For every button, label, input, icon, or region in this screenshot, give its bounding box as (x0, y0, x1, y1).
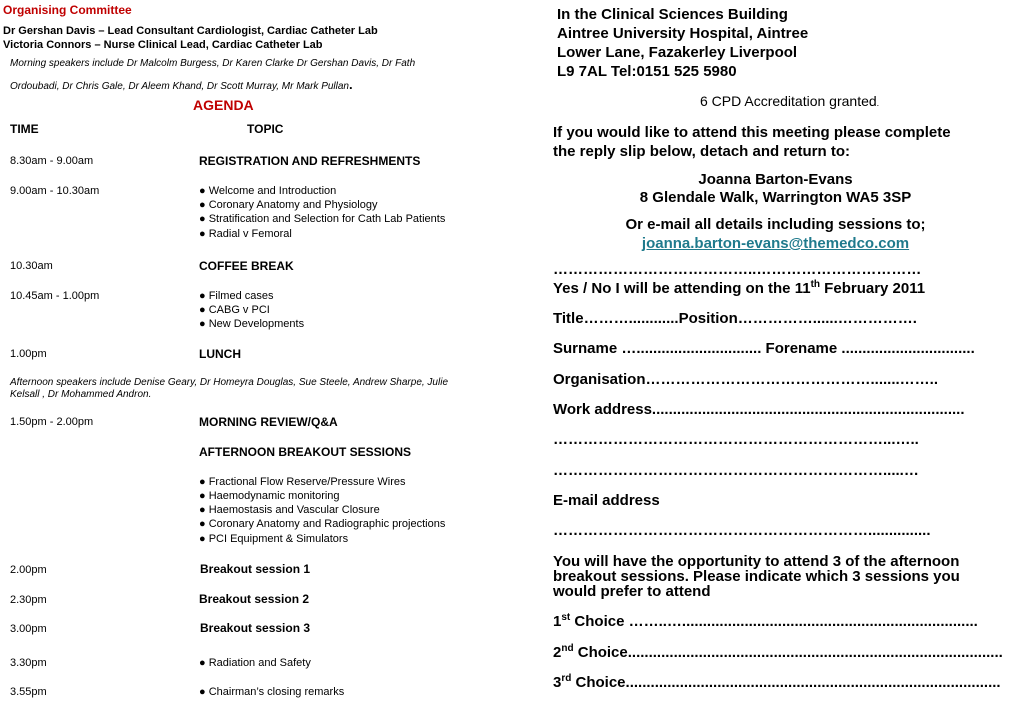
address-line: In the Clinical Sciences Building (557, 6, 788, 23)
agenda-time: 3.30pm (10, 657, 47, 669)
contact-address: 8 Glendale Walk, Warrington WA5 3SP (639, 189, 912, 206)
email-link[interactable]: joanna.barton-evans@themedco.com (641, 235, 910, 252)
email-field[interactable]: ………………………………………………………............... (553, 522, 931, 539)
agenda-time: 10.30am (10, 260, 53, 272)
committee-title: Organising Committee (3, 3, 132, 17)
agenda-topic: Breakout session 3 (200, 621, 311, 635)
agenda-time: 10.45am - 1.00pm (10, 290, 100, 302)
tear-line: …………………………………..…………………………… (553, 261, 922, 278)
agenda-topic: MORNING REVIEW/Q&A (199, 415, 338, 429)
agenda-item: ● Stratification and Selection for Cath Lab Patients (199, 213, 446, 225)
second-choice-field[interactable]: 2nd Choice.......................................................................................... (553, 643, 1003, 661)
morning-speakers: Morning speakers include Dr Malcolm Burgess, Dr Karen Clarke Dr Gershan Davis, Dr Fath (10, 58, 416, 69)
agenda-time: 2.30pm (10, 594, 47, 606)
intro-text: If you would like to attend this meeting please complete (553, 124, 951, 141)
work-address-field[interactable]: Work address........................................................................... (553, 401, 965, 418)
contact-name: Joanna Barton-Evans (698, 171, 853, 188)
title-position-field[interactable]: Title………............Position……………......……………. (553, 310, 917, 327)
afternoon-speakers: Kelsall , Dr Mohammed Andron. (10, 389, 152, 400)
agenda-topic: LUNCH (199, 347, 241, 361)
agenda-topic: Breakout session 2 (199, 592, 310, 606)
agenda-time: 3.00pm (10, 623, 47, 635)
contact-email (553, 235, 998, 252)
address-line: Lower Lane, Fazakerley Liverpool (557, 44, 798, 61)
agenda-item: ● Chairman’s closing remarks (199, 686, 345, 698)
organisation-field[interactable]: Organisation……………………………………….......…….. (553, 371, 939, 388)
email-intro: Or e-mail all details including sessions to; (625, 216, 926, 233)
agenda-item: ● Radial v Femoral (199, 228, 292, 240)
breakout-item: ● PCI Equipment & Simulators (199, 533, 349, 545)
agenda-topic: Breakout session 1 (200, 562, 311, 576)
address-line: Aintree University Hospital, Aintree (557, 25, 809, 42)
agenda-time: 1.50pm - 2.00pm (10, 416, 94, 428)
agenda-item: ● Coronary Anatomy and Physiology (199, 199, 378, 211)
agenda-time: 3.55pm (10, 686, 47, 698)
agenda-item: ● Radiation and Safety (199, 657, 311, 669)
col-topic-header: TOPIC (247, 122, 284, 136)
agenda-item: ● New Developments (199, 318, 305, 330)
work-address-field[interactable]: ………………………………………………………….....… (553, 462, 919, 479)
agenda-item: ● Welcome and Introduction (199, 185, 337, 197)
morning-speakers: Ordoubadi, Dr Chris Gale, Dr Aleem Khand, Dr Scott Murray, Mr Mark Pullan. (10, 77, 353, 92)
breakout-item: ● Haemostasis and Vascular Closure (199, 504, 380, 516)
sessions-note: breakout sessions. Please indicate which 3 sessions you (553, 568, 960, 585)
agenda-time: 9.00am - 10.30am (10, 185, 100, 197)
breakout-title: AFTERNOON BREAKOUT SESSIONS (199, 445, 412, 459)
committee-line: Dr Gershan Davis – Lead Consultant Cardiologist, Cardiac Catheter Lab (3, 25, 378, 37)
agenda-time: 1.00pm (10, 348, 47, 360)
attendance-line: Yes / No I will be attending on the 11th February 2011 (553, 279, 926, 297)
third-choice-field[interactable]: 3rd Choice.......................................................................................... (553, 673, 1001, 691)
agenda-topic: COFFEE BREAK (199, 259, 294, 273)
name-field[interactable]: Surname ….............................. Forename ................................ (553, 340, 975, 357)
cpd-note: 6 CPD Accreditation granted. (700, 93, 880, 109)
work-address-field[interactable]: …………………………………………………………...….. (553, 431, 919, 448)
afternoon-speakers: Afternoon speakers include Denise Geary, Dr Homeyra Douglas, Sue Steele, Andrew Sharpe, Julie (10, 377, 449, 388)
sessions-note: would prefer to attend (553, 583, 711, 600)
breakout-item: ● Coronary Anatomy and Radiographic projections (199, 518, 446, 530)
col-time-header: TIME (10, 122, 39, 136)
agenda-item: ● CABG v PCI (199, 304, 270, 316)
agenda-title: AGENDA (193, 97, 254, 113)
agenda-item: ● Filmed cases (199, 290, 274, 302)
breakout-item: ● Fractional Flow Reserve/Pressure Wires (199, 476, 406, 488)
agenda-time: 8.30am - 9.00am (10, 155, 94, 167)
address-line: L9 7AL Tel:0151 525 5980 (557, 63, 737, 80)
agenda-time: 2.00pm (10, 564, 47, 576)
intro-text: the reply slip below, detach and return to: (553, 143, 850, 160)
email-label: E-mail address (553, 492, 660, 509)
breakout-item: ● Haemodynamic monitoring (199, 490, 340, 502)
committee-line: Victoria Connors – Nurse Clinical Lead, Cardiac Catheter Lab (3, 39, 323, 51)
sessions-note: You will have the opportunity to attend 3 of the afternoon (553, 553, 960, 570)
first-choice-field[interactable]: 1st Choice ……..…....................................................................... (553, 612, 978, 630)
agenda-topic: REGISTRATION AND REFRESHMENTS (199, 154, 421, 168)
